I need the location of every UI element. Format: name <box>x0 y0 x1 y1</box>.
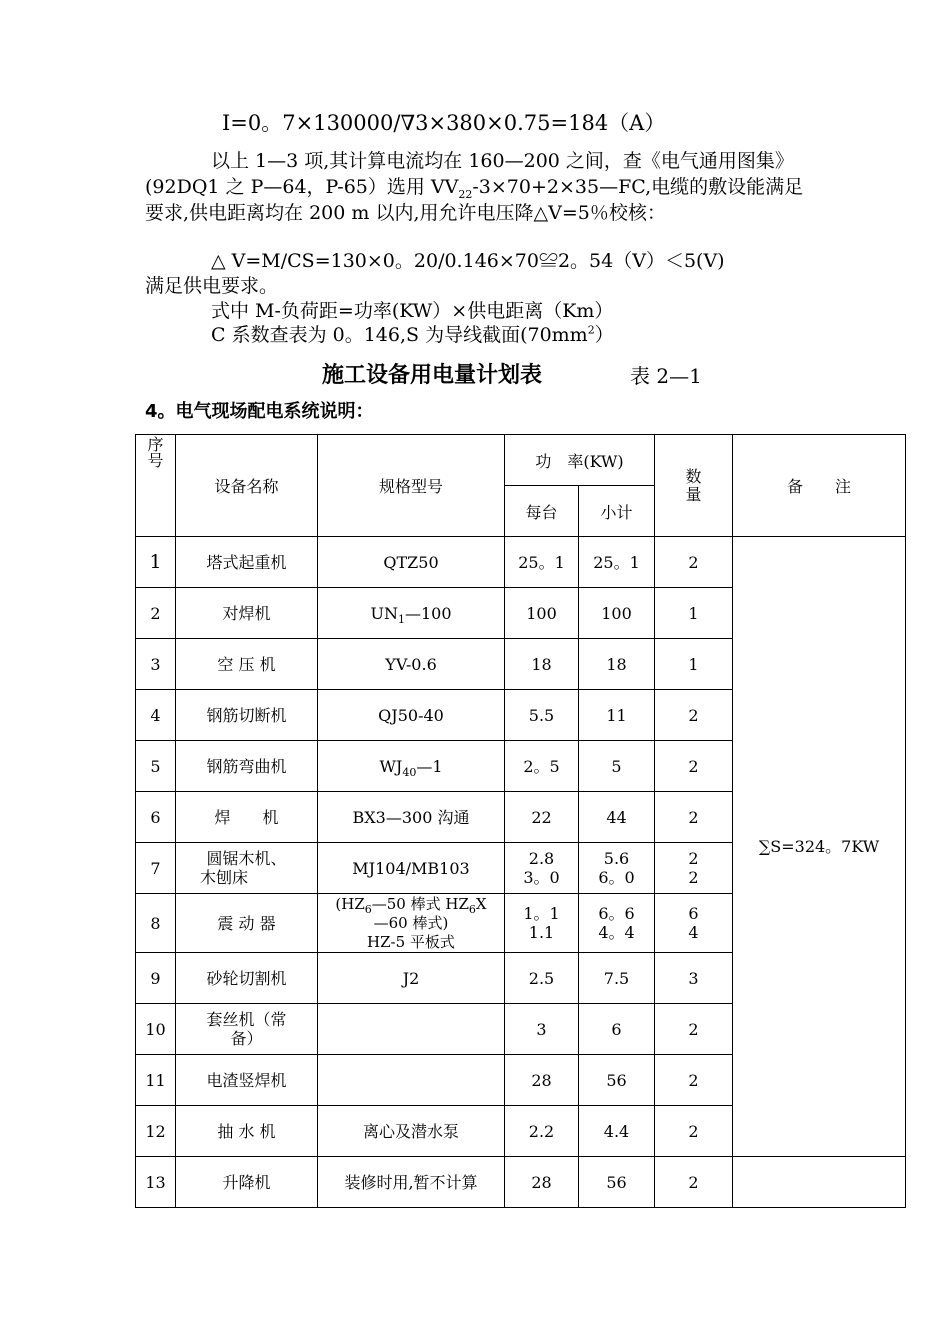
cell-name: 电渣竖焊机 <box>176 1055 318 1106</box>
section-heading: 4。电气现场配电系统说明： <box>145 401 374 422</box>
cell-subtotal: 5 <box>579 741 655 792</box>
voltage-drop-formula: △ V=M/CS=130×0。20/0.146×70≌2。54（V）＜5(V) <box>211 250 725 272</box>
cell-model: $WJ_{40}—1$ <box>318 741 505 792</box>
cell-each: 25。1 <box>505 537 579 588</box>
cell-subtotal: 44 <box>579 792 655 843</box>
cell-no: 1 <box>136 537 176 588</box>
satisfy-line: 满足供电要求。 <box>145 275 279 297</box>
cell-no: 7 <box>136 843 176 894</box>
cell-subtotal: 56 <box>579 1157 655 1208</box>
cell-each: 2。5 <box>505 741 579 792</box>
cell-subtotal: 11 <box>579 690 655 741</box>
cell-name: 钢筋弯曲机 <box>176 741 318 792</box>
cell-each: 22 <box>505 792 579 843</box>
header-power: 功 率(KW) <box>505 435 655 486</box>
cell-model: J2 <box>318 953 505 1004</box>
cell-no: 3 <box>136 639 176 690</box>
cell-no: 10 <box>136 1004 176 1055</box>
cell-no: 9 <box>136 953 176 1004</box>
cell-qty: 2 <box>655 1106 733 1157</box>
cell-model: QJ50-40 <box>318 690 505 741</box>
cell-qty: 2 <box>655 1157 733 1208</box>
cell-subtotal: 6。6 4。4 <box>579 894 655 953</box>
table-title: 施工设备用电量计划表 <box>322 363 543 388</box>
header-remark: 备 注 <box>733 435 906 537</box>
coefficient-superscript: 2 <box>587 323 595 337</box>
coefficient-line <box>211 322 614 348</box>
para1-text-a: 以上 1—3 项,其计算电流均在 160—200 之间，查《电气通用图集》(92DQ1 之 P—64，P-65）选用 VV <box>145 150 794 198</box>
header-seq: 序号 <box>136 435 176 537</box>
cell-each: 1。1 1.1 <box>505 894 579 953</box>
cell-subtotal: 6 <box>579 1004 655 1055</box>
para1-subscript: 22 <box>458 187 473 201</box>
cell-model: ($HZ_6—50$ 棒式 $HZ_6X$ —60 棒式) HZ-5 平板式 <box>318 894 505 953</box>
cell-name: 抽 水 机 <box>176 1106 318 1157</box>
cell-model <box>318 1055 505 1106</box>
cell-no: 11 <box>136 1055 176 1106</box>
cell-model: BX3—300 沟通 <box>318 792 505 843</box>
cell-subtotal: 5.6 6。0 <box>579 843 655 894</box>
cell-remark-total: ∑S=324。7KW <box>733 537 906 1157</box>
cell-each: 2.8 3。0 <box>505 843 579 894</box>
coefficient-text-a: C 系数查表为 0。146,S 为导线截面(70mm <box>211 324 588 346</box>
current-formula: I=0。7×130000/∇3×380×0.75=184（A） <box>222 111 666 135</box>
cell-subtotal: 56 <box>579 1055 655 1106</box>
cell-qty: 1 <box>655 639 733 690</box>
cell-name: 震 动 器 <box>176 894 318 953</box>
cell-name: 套丝机（常 备） <box>176 1004 318 1055</box>
cell-each: 2.5 <box>505 953 579 1004</box>
cell-model: 装修时用,暂不计算 <box>318 1157 505 1208</box>
header-each: 每台 <box>505 486 579 537</box>
table-row <box>136 537 906 588</box>
header-name: 设备名称 <box>176 435 318 537</box>
header-qty: 数量 <box>655 435 733 537</box>
cell-each: 100 <box>505 588 579 639</box>
table-row <box>136 1157 906 1208</box>
cell-subtotal: 25。1 <box>579 537 655 588</box>
cell-name: 空 压 机 <box>176 639 318 690</box>
table-number: 表 2—1 <box>630 364 702 388</box>
cell-qty: 3 <box>655 953 733 1004</box>
cell-no: 5 <box>136 741 176 792</box>
cell-qty: 2 2 <box>655 843 733 894</box>
cell-model: MJ104/MB103 <box>318 843 505 894</box>
cell-no: 12 <box>136 1106 176 1157</box>
cell-subtotal: 7.5 <box>579 953 655 1004</box>
cell-no: 6 <box>136 792 176 843</box>
cell-each: 28 <box>505 1157 579 1208</box>
cell-each: 18 <box>505 639 579 690</box>
cell-name: 圆锯木机、 木刨床 <box>176 843 318 894</box>
cell-no: 13 <box>136 1157 176 1208</box>
cell-name: 塔式起重机 <box>176 537 318 588</box>
cell-no: 2 <box>136 588 176 639</box>
cell-no: 8 <box>136 894 176 953</box>
cell-name: 钢筋切断机 <box>176 690 318 741</box>
cell-qty: 2 <box>655 741 733 792</box>
cell-remark <box>733 1157 906 1208</box>
cell-qty: 2 <box>655 537 733 588</box>
cell-no: 4 <box>136 690 176 741</box>
cell-subtotal: 100 <box>579 588 655 639</box>
cell-each: 5.5 <box>505 690 579 741</box>
cell-name: 对焊机 <box>176 588 318 639</box>
cell-model <box>318 1004 505 1055</box>
cell-subtotal: 4.4 <box>579 1106 655 1157</box>
cell-qty: 2 <box>655 1055 733 1106</box>
equipment-table <box>135 434 906 1208</box>
cell-name: 砂轮切割机 <box>176 953 318 1004</box>
cell-model: 离心及潜水泵 <box>318 1106 505 1157</box>
header-model: 规格型号 <box>318 435 505 537</box>
cell-subtotal: 18 <box>579 639 655 690</box>
cell-qty: 2 <box>655 792 733 843</box>
cell-qty: 2 <box>655 1004 733 1055</box>
where-line: 式中 M-负荷距=功率(KW）×供电距离（Km） <box>211 300 614 322</box>
cell-each: 2.2 <box>505 1106 579 1157</box>
para1-text-b: -3×70+2×35—FC,电缆的敷设能满足要求,供电距离均在 200 m 以内,用允许电压降△V=5％校核： <box>145 176 804 224</box>
cell-model: YV-0.6 <box>318 639 505 690</box>
cell-name: 焊 机 <box>176 792 318 843</box>
cell-each: 28 <box>505 1055 579 1106</box>
cable-selection-paragraph <box>145 148 810 226</box>
table-header-row <box>136 435 906 486</box>
coefficient-text-b: ） <box>594 324 614 346</box>
cell-qty: 2 <box>655 690 733 741</box>
header-subtotal: 小计 <box>579 486 655 537</box>
cell-model: $UN_1—100$ <box>318 588 505 639</box>
cell-model: QTZ50 <box>318 537 505 588</box>
cell-name: 升降机 <box>176 1157 318 1208</box>
cell-qty: 1 <box>655 588 733 639</box>
cell-each: 3 <box>505 1004 579 1055</box>
cell-qty: 6 4 <box>655 894 733 953</box>
